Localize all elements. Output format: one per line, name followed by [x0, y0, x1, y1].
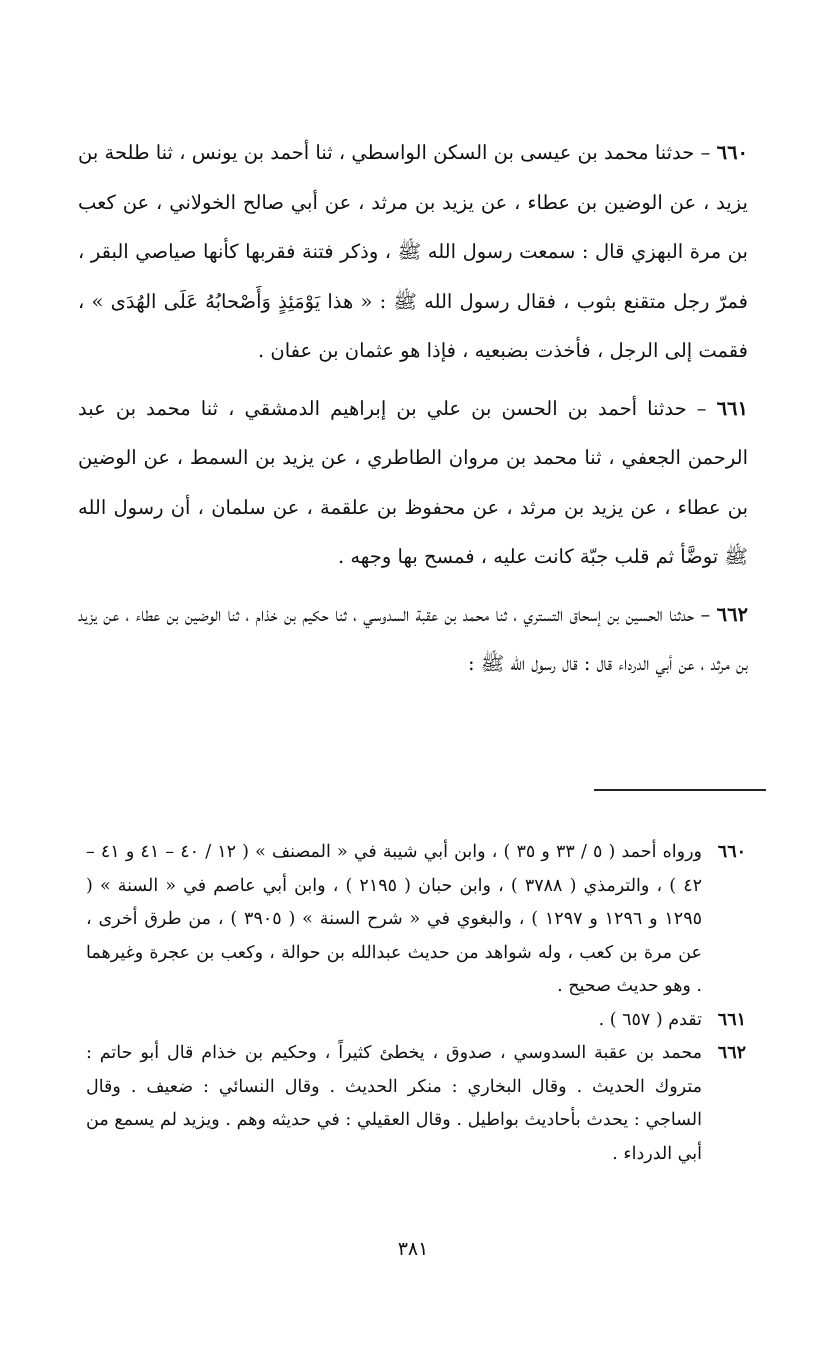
hadith-dash: –: [700, 602, 711, 626]
hadith-662: [78, 590, 748, 689]
hadith-dash: –: [696, 396, 707, 420]
hadith-number: ٦٦١: [716, 396, 748, 420]
footnote-number: ٦٦٢: [717, 1043, 746, 1063]
footnote-661: [86, 1004, 746, 1038]
footnotes-section: [86, 836, 746, 1171]
page-number: ٣٨١: [397, 1238, 429, 1260]
footnote-text: ورواه أحمد ( ٥ / ٣٣ و ٣٥ ) ، وابن أبي شيبة في « المصنف » ( ١٢ / ٤٠ – ٤١ و ٤١ – ٤٢ ) ، والترمذي ( ٣٧٨٨ ) ، وابن حبان ( ٢١٩٥ ) ، وابن أبي عاصم في « السنة » ( ١٢٩٥ و ١٢٩٦ و ١٢٩٧ ) ، والبغوي في « شرح السنة » ( ٣٩٠٥ ) ، من طرق أخرى ، عن مرة بن كعب ، وله شواهد من حديث عبدالله بن حوالة ، وكعب بن عجرة وغيرهما . وهو حديث صحيح .: [86, 842, 703, 996]
footnote-number: ٦٦١: [717, 1009, 746, 1030]
hadith-text: حدثنا أحمد بن الحسن بن علي بن إبراهيم الدمشقي ، ثنا محمد بن عبد الرحمن الجعفي ، ثنا محمد بن مروان الطاطري ، عن يزيد بن السمط ، عن الوضين بن عطاء ، عن يزيد بن مرثد ، عن محفوظ بن علقمة ، عن سلمان ، أن رسول الله ﷺ توضَّأ ثم قلب جبّة كانت عليه ، فمسح بها وجهه .: [78, 396, 748, 568]
hadith-section: [78, 128, 748, 697]
hadith-number: ٦٦٢: [716, 602, 749, 626]
footnote-divider: [594, 789, 766, 791]
hadith-661: [78, 384, 748, 582]
hadith-660: [78, 128, 748, 376]
footnote-660: [86, 836, 746, 1004]
footnote-number: ٦٦٠: [717, 842, 746, 862]
footnote-662: [86, 1037, 746, 1171]
hadith-number: ٦٦٠: [716, 141, 749, 164]
hadith-dash: –: [700, 141, 711, 164]
footnote-text: محمد بن عقبة السدوسي ، صدوق ، يخطئ كثيراً ، وحكيم بن خذام قال أبو حاتم : متروك الحديث . وقال البخاري : منكر الحديث . وقال النسائي : ضعيف . وقال الساجي : يحدث بأحاديث بواطيل . وقال العقيلي : في حديثه وهم . ويزيد لم يسمع من أبي الدرداء .: [86, 1043, 702, 1164]
footnote-text: تقدم ( ٦٥٧ ) .: [598, 1009, 702, 1030]
hadith-text: حدثنا محمد بن عيسى بن السكن الواسطي ، ثنا أحمد بن يونس ، ثنا طلحة بن يزيد ، عن الوضين بن عطاء ، عن يزيد بن مرثد ، عن أبي صالح الخولاني ، عن كعب بن مرة البهزي قال : سمعت رسول الله ﷺ ، وذكر فتنة فقربها كأنها صياصي البقر ، فمرّ رجل متقنع بثوب ، فقال رسول الله ﷺ : « هذا يَوْمَئِذٍ وَأَصْحابُهُ عَلَى الهُدَى » ، فقمت إلى الرجل ، فأخذت بضبعيه ، فإذا هو عثمان بن عفان .: [78, 141, 748, 362]
hadith-text: حدثنا الحسين بن إسحاق التستري ، ثنا محمد بن عقبة السدوسي ، ثنا حكيم بن خذام ، ثنا الوضين بن عطاء ، عن يزيد بن مرثد ، عن أبي الدرداء قال : قال رسول الله ﷺ :: [78, 602, 748, 675]
